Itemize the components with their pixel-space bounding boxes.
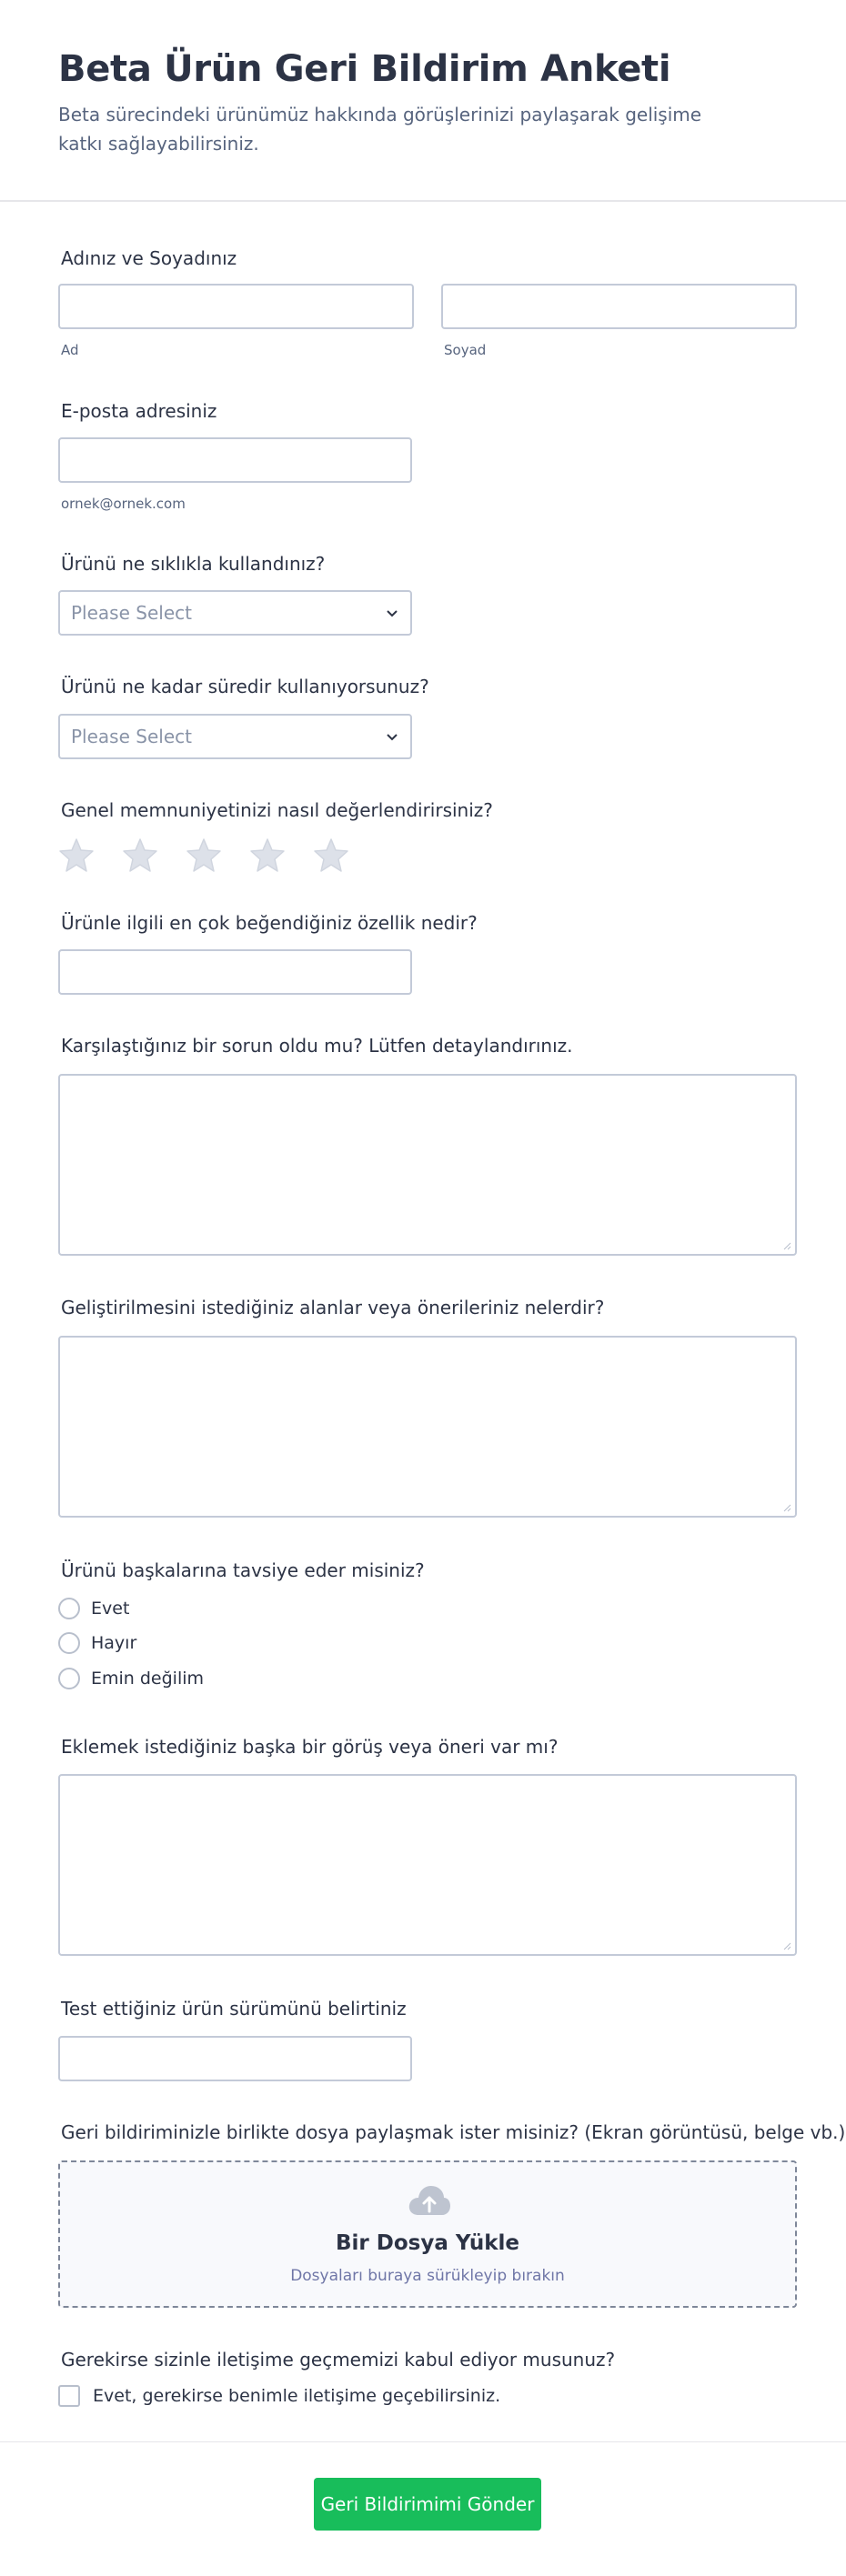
star-icon[interactable] (249, 837, 286, 873)
star-icon[interactable] (58, 837, 95, 873)
version-input[interactable] (58, 2036, 412, 2081)
radio-button[interactable] (58, 1598, 80, 1619)
frequency-label: Ürünü ne sıklıkla kullandınız? (61, 553, 326, 575)
contact-consent-option[interactable] (58, 2385, 500, 2407)
cloud-upload-icon (408, 2184, 451, 2217)
form-title: Beta Ürün Geri Bildirim Anketi (58, 48, 671, 90)
resize-grip-icon[interactable] (782, 1941, 791, 1950)
first-name-input[interactable] (58, 284, 414, 329)
frequency-select-value: Please Select (71, 602, 192, 624)
form-footer (0, 2441, 846, 2576)
duration-select[interactable] (58, 714, 412, 759)
last-name-sublabel: Soyad (444, 342, 487, 358)
name-label: Adınız ve Soyadınız (61, 247, 237, 269)
recommend-option-hayir[interactable] (58, 1632, 136, 1654)
checkbox-label: Evet, gerekirse benimle iletişime geçebilirsiniz. (93, 2386, 501, 2406)
radio-button[interactable] (58, 1632, 80, 1654)
email-input[interactable] (58, 437, 412, 483)
upload-title: Bir Dosya Yükle (335, 2231, 519, 2255)
resize-grip-icon[interactable] (782, 1503, 791, 1512)
first-name-sublabel: Ad (61, 342, 79, 358)
recommend-label: Ürünü başkalarına tavsiye eder misiniz? (61, 1559, 425, 1581)
form-subtitle: Beta sürecindeki ürünümüz hakkında görüşlerinizi paylaşarak gelişime katkı sağlayabilirsiniz. (58, 104, 702, 155)
recommend-option-evet[interactable] (58, 1598, 129, 1619)
submit-button[interactable]: Geri Bildirimimi Gönder (314, 2478, 541, 2531)
favorite-feature-input[interactable] (58, 949, 412, 995)
form-header (0, 0, 846, 202)
chevron-down-icon (385, 606, 399, 620)
star-icon[interactable] (313, 837, 349, 873)
frequency-select[interactable] (58, 590, 412, 636)
version-label: Test ettiğiniz ürün sürümünü belirtiniz (61, 1998, 407, 2020)
email-label: E-posta adresiniz (61, 400, 217, 422)
upload-label: Geri bildiriminizle birlikte dosya paylaşmak ister misiniz? (Ekran görüntüsü, belge vb.) (61, 2121, 846, 2143)
star-icon[interactable] (186, 837, 222, 873)
issues-textarea[interactable] (58, 1074, 797, 1256)
other-feedback-textarea[interactable] (58, 1774, 797, 1956)
other-feedback-label: Eklemek istediğiniz başka bir görüş veya öneri var mı? (61, 1736, 559, 1758)
favorite-feature-label: Ürünle ilgili en çok beğendiğiniz özellik nedir? (61, 912, 478, 934)
last-name-input[interactable] (441, 284, 797, 329)
email-sublabel: ornek@ornek.com (61, 496, 186, 512)
improvements-label: Geliştirilmesini istediğiniz alanlar veya önerileriniz nelerdir? (61, 1297, 605, 1318)
recommend-option-emin-degilim[interactable] (58, 1668, 204, 1689)
improvements-textarea[interactable] (58, 1336, 797, 1518)
duration-select-value: Please Select (71, 726, 192, 747)
satisfaction-label: Genel memnuniyetinizi nasıl değerlendirirsiniz? (61, 799, 493, 821)
resize-grip-icon[interactable] (782, 1241, 791, 1250)
chevron-down-icon (385, 729, 399, 744)
issues-label: Karşılaştığınız bir sorun oldu mu? Lütfen detaylandırınız. (61, 1035, 573, 1057)
star-rating (58, 837, 349, 873)
file-upload-dropzone[interactable] (58, 2160, 797, 2308)
star-icon[interactable] (122, 837, 158, 873)
radio-label: Emin değilim (91, 1669, 205, 1689)
radio-label: Hayır (91, 1633, 137, 1653)
upload-subtitle: Dosyaları buraya sürükleyip bırakın (290, 2267, 565, 2285)
duration-label: Ürünü ne kadar süredir kullanıyorsunuz? (61, 676, 429, 697)
radio-button[interactable] (58, 1668, 80, 1689)
radio-label: Evet (91, 1599, 130, 1619)
contact-label: Gerekirse sizinle iletişime geçmemizi kabul ediyor musunuz? (61, 2349, 616, 2371)
checkbox[interactable] (58, 2385, 80, 2407)
